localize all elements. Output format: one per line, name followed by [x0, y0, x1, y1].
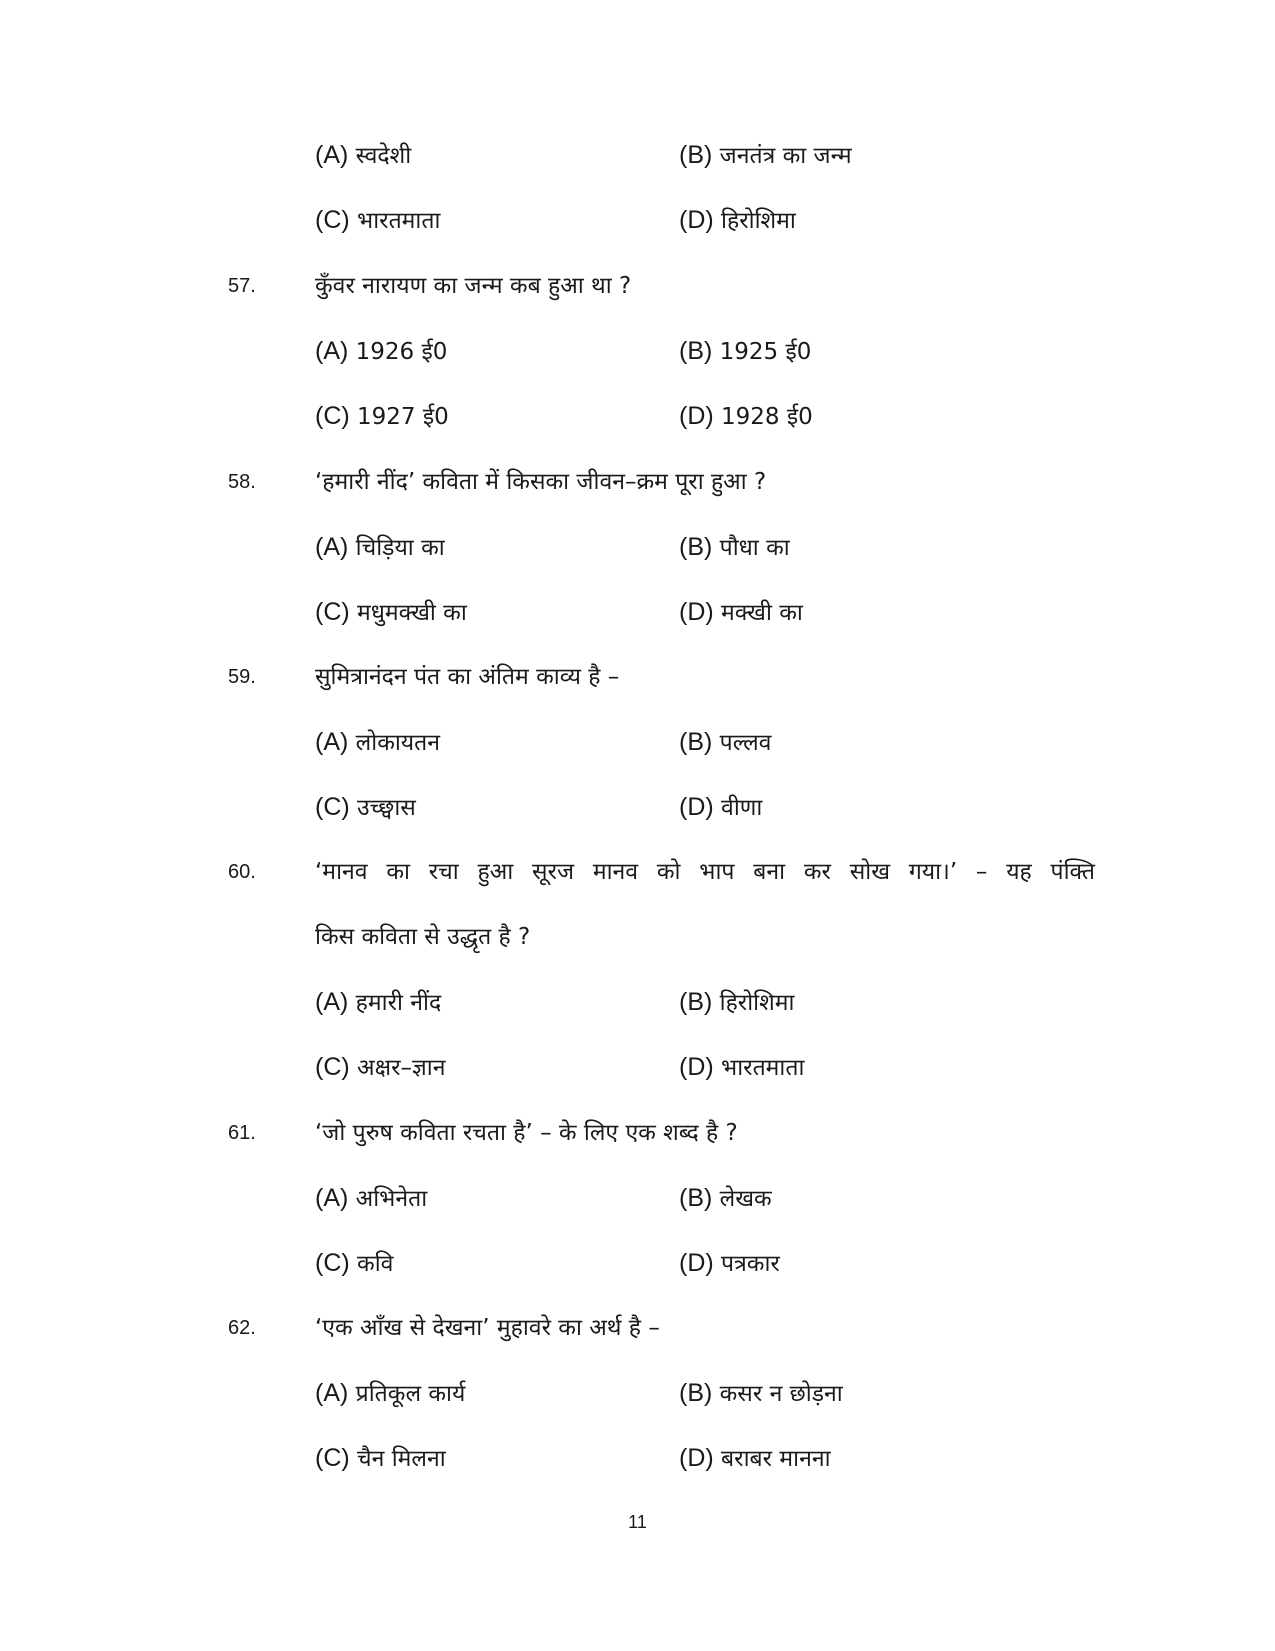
question-text: ‘एक आँख से देखना’ मुहावरे का अर्थ है –	[315, 1315, 660, 1341]
question-number: 60.	[228, 861, 256, 883]
question-text: कुँवर नारायण का जन्म कब हुआ था ?	[315, 273, 632, 299]
option-row	[0, 396, 1275, 436]
option-row	[0, 1178, 1275, 1218]
option-c: (C) कवि	[315, 1249, 394, 1277]
question-number: 61.	[228, 1122, 256, 1144]
option-b: (B) लेखक	[679, 1184, 772, 1212]
option-c: (C) मधुमक्खी का	[315, 598, 467, 626]
option-a: (A) अभिनेता	[315, 1184, 428, 1212]
option-c: (C) 1927 ई0	[315, 402, 449, 430]
option-d: (D) भारतमाता	[679, 1053, 805, 1081]
option-a: (A) चिड़िया का	[315, 533, 445, 561]
option-a: (A) हमारी नींद	[315, 988, 442, 1016]
option-d: (D) बराबर मानना	[679, 1444, 831, 1472]
option-row	[0, 527, 1275, 567]
option-b: (B) कसर न छोड़ना	[679, 1379, 843, 1407]
question-text: सुमित्रानंदन पंत का अंतिम काव्य है –	[315, 664, 620, 690]
question-text: ‘हमारी नींद’ कविता में किसका जीवन–क्रम पूरा हुआ ?	[315, 469, 767, 495]
question-text: ‘जो पुरुष कविता रचता है’ – के लिए एक शब्द है ?	[315, 1120, 738, 1146]
option-a: (A) स्वदेशी	[315, 141, 412, 169]
option-row	[0, 200, 1275, 240]
question-number: 62.	[228, 1317, 256, 1339]
option-a: (A) 1926 ई0	[315, 337, 448, 365]
question-number: 57.	[228, 275, 256, 297]
option-row	[0, 1438, 1275, 1478]
option-row	[0, 1047, 1275, 1087]
option-c: (C) भारतमाता	[315, 206, 441, 234]
option-row	[0, 982, 1275, 1022]
option-row	[0, 787, 1275, 827]
page-number: 11	[628, 1512, 647, 1532]
option-row	[0, 135, 1275, 175]
question-number: 58.	[228, 471, 256, 493]
option-c: (C) चैन मिलना	[315, 1444, 446, 1472]
question-number: 59.	[228, 666, 256, 688]
option-d: (D) 1928 ई0	[679, 402, 813, 430]
option-b: (B) जनतंत्र का जन्म	[679, 141, 852, 169]
option-row	[0, 1373, 1275, 1413]
option-a: (A) लोकायतन	[315, 728, 441, 756]
option-row	[0, 722, 1275, 762]
option-row	[0, 592, 1275, 632]
option-d: (D) पत्रकार	[679, 1249, 780, 1277]
option-c: (C) अक्षर–ज्ञान	[315, 1053, 446, 1081]
option-d: (D) मक्खी का	[679, 598, 803, 626]
option-b: (B) 1925 ई0	[679, 337, 812, 365]
option-b: (B) पौधा का	[679, 533, 790, 561]
question-text: ‘मानव का रचा हुआ सूरज मानव को भाप बना कर सोख गया।’ – यह पंक्ति	[315, 859, 1095, 885]
option-a: (A) प्रतिकूल कार्य	[315, 1379, 466, 1407]
option-row	[0, 331, 1275, 371]
option-b: (B) हिरोशिमा	[679, 988, 795, 1016]
question-text-continued: किस कविता से उद्धृत है ?	[315, 924, 531, 950]
option-c: (C) उच्छ्वास	[315, 793, 416, 821]
option-d: (D) वीणा	[679, 793, 763, 821]
option-d: (D) हिरोशिमा	[679, 206, 796, 234]
option-row	[0, 1243, 1275, 1283]
option-b: (B) पल्लव	[679, 728, 772, 756]
